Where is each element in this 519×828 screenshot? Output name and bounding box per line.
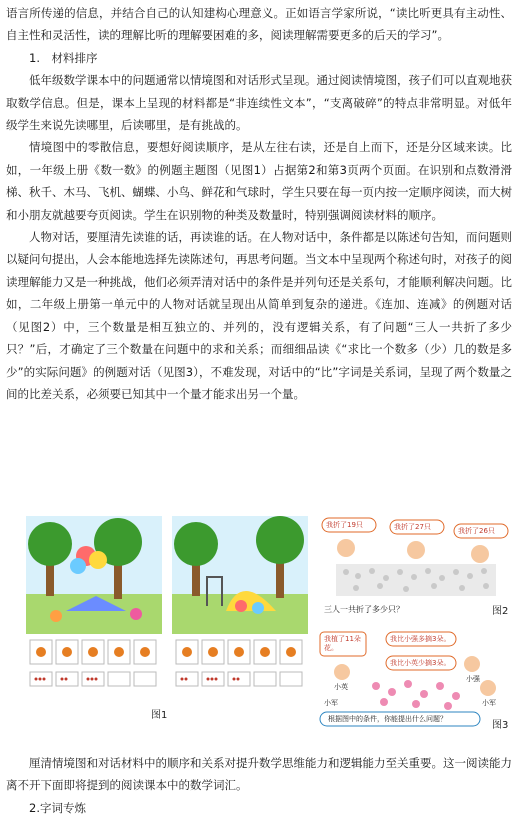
figure-1	[26, 516, 308, 730]
figure-2	[316, 514, 512, 624]
figure-2-caption: 图2	[492, 606, 509, 617]
figure-1-caption: 图1	[151, 710, 168, 721]
paragraph-4: 厘清情境图和对话材料中的顺序和关系对提升数学思维能力和逻辑能力至关重要。这一阅读能力离不开下面即将提到的阅读课本中的数学词汇。	[6, 756, 512, 793]
paragraph-intro: 语言所传递的信息，并结合自己的认知建构心理意义。正如语言学家所说，“读比听更具有主动性、自主性和灵活性，读的理解比听的理解要困难的多，阅读理解需要更多的后天的学习”。	[6, 6, 512, 43]
body-text	[6, 2, 512, 405]
figure-1-illustration	[26, 516, 308, 730]
figure-3-caption: 图3	[492, 720, 509, 731]
figure-3-label-d: 小军	[482, 699, 496, 707]
paragraph-3: 人物对话，要厘清先读谁的话，再读谁的话。在人物对话中，条件都是以陈述句告知，而问题则以疑问句提出，人会本能地选择先读陈述句，再思考问题。当文本中呈现两个称述句时，对孩子的阅读理解能力又是一种挑战，他们必须弄清对话中的条件是并列句还是关系句，才能顺利解决问题。比如，二年级上册第一单元中的人物对话就呈现出从简单到复杂的递进。《连加、连减》的例题对话（见图2）中，三个数量是相互独立的、并列的，没有逻辑关系，有了问题“三人一共折了多少只？”后，才确定了三个数量在问题中的求和关系；而细细品读《“求比一个数多（少）几的数是多少”的实际问题》的例题对话（见图3），不难发现，对话中的“比”字词是关系词，呈现了两个数量之间的比差关系，必须要已知其中一个量才能求出另一个量。	[6, 230, 512, 401]
figure-3	[316, 626, 512, 732]
figure-2-bubble-3: 我折了26只	[458, 527, 495, 535]
paragraph-1: 低年级数学课本中的问题通常以情境图和对话形式呈现。通过阅读情境图，孩子们可以直观地获取数学信息。但是，课本上呈现的材料都是“非连续性文本”，“支离破碎”的特点非常明显。对低年级学生来说先读哪里，后读哪里，是有挑战的。	[6, 73, 512, 133]
figure-2-question: 三人一共折了多少只？	[324, 605, 404, 614]
section-heading-1: 1. 材料排序	[29, 50, 98, 65]
figure-3-bubble-2: 我比小强多摘3朵。	[390, 635, 451, 643]
figure-2-bubble-1: 我折了19只	[326, 521, 363, 529]
figure-3-label-a: 小英	[334, 683, 348, 691]
body-text-bottom	[6, 752, 512, 819]
figure-3-label-c: 小军	[324, 699, 338, 707]
figure-3-bubble-3: 我比小英少摘3朵。	[390, 659, 451, 667]
figures-area	[6, 512, 514, 734]
figure-2-bubble-2: 我折了27只	[394, 523, 431, 531]
figure-3-label-b: 小强	[466, 675, 480, 683]
figure-3-bottom-prompt: 根据图中的条件，你能提出什么问题？	[328, 715, 447, 723]
section-heading-2: 2.字词专炼	[29, 800, 86, 815]
figure-3-bubble-1: 我植了11朵花。	[324, 635, 361, 652]
paragraph-2: 情境图中的零散信息，要想好阅读顺序，是从左往右读，还是自上而下，还是分区域来读。比如，一年级上册《数一数》的例题主题图（见图1）占据第2和第3页两个页面。在识别和点数滑滑梯、秋千、木马、飞机、蝴蝶、小鸟、鲜花和气球时，学生只要在每一页内按一定顺序阅读，而大树和小朋友就越要夸页阅读。学生在识别物的种类及数量时，特别强调阅读材料的顺序。	[6, 140, 512, 222]
